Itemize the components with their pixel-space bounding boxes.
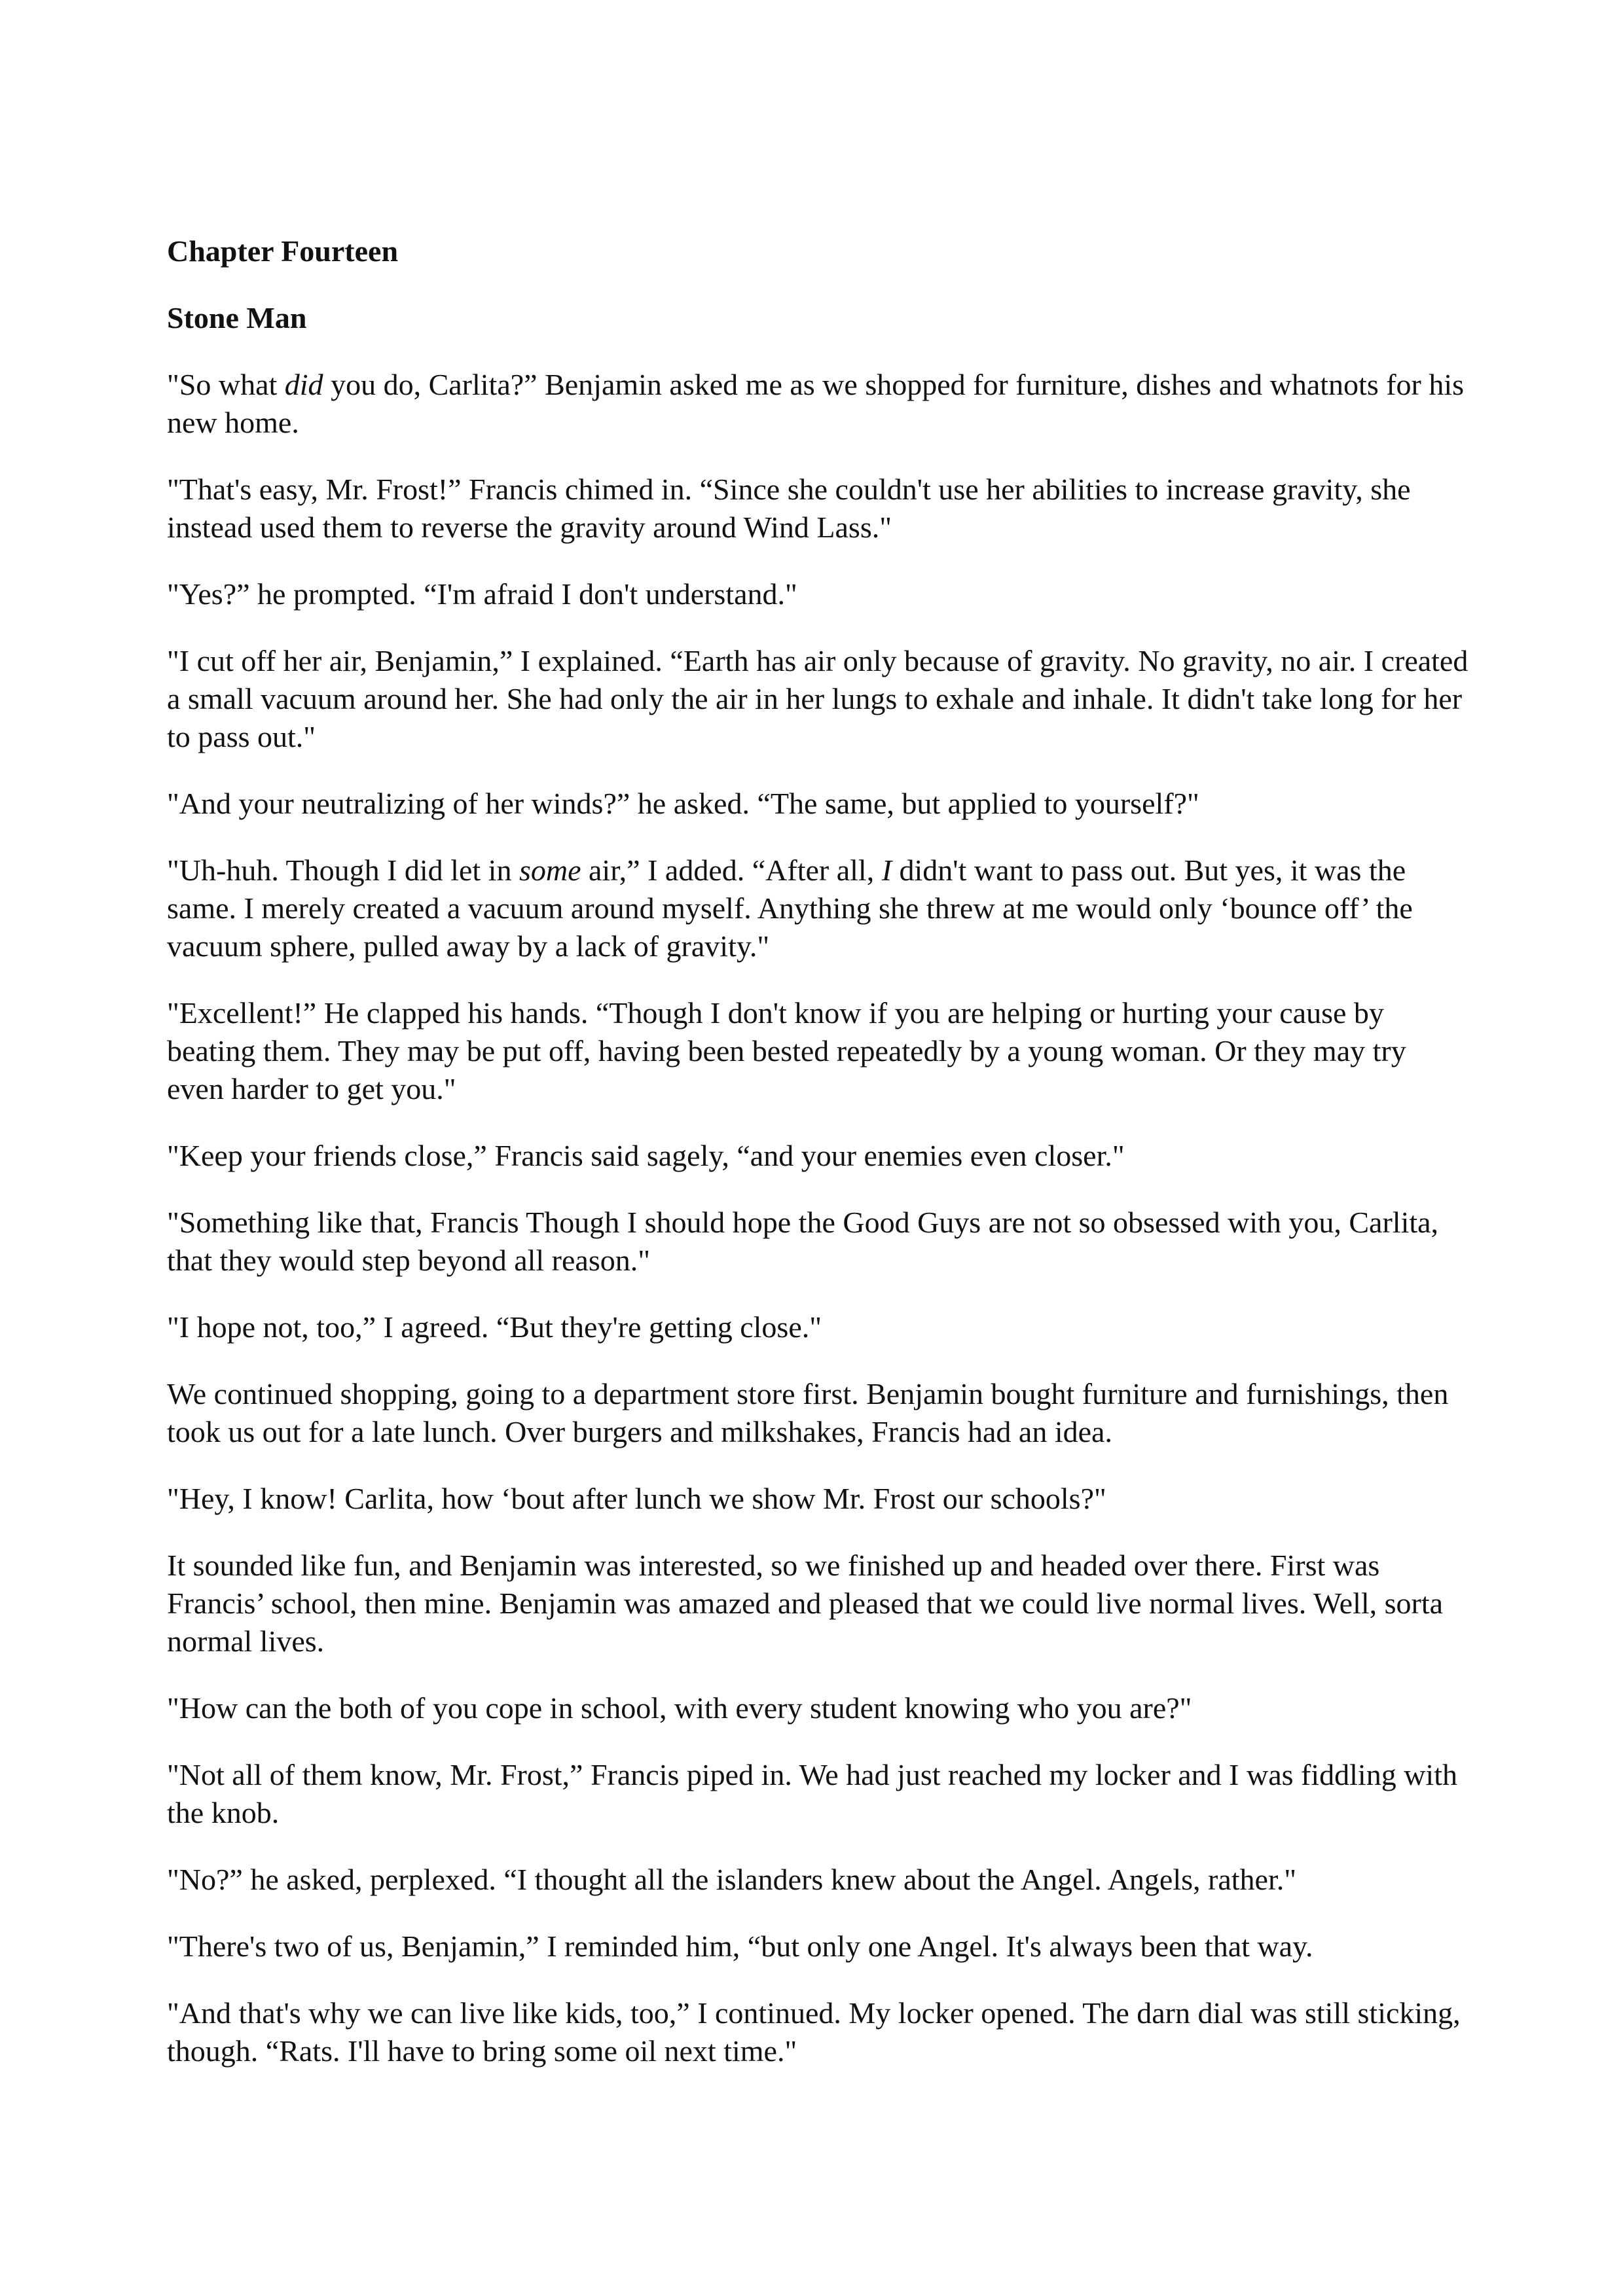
text-run: air,” I added. “After all, — [581, 853, 882, 887]
paragraph — [167, 1994, 1470, 2070]
chapter-title: Chapter Fourteen — [167, 234, 399, 268]
text-run: "I hope not, too,” I agreed. “But they're getting close." — [167, 1310, 822, 1344]
text-run: "Hey, I know! Carlita, how ‘bout after lunch we show Mr. Frost our schools?" — [167, 1482, 1106, 1515]
paragraph — [167, 1308, 1470, 1346]
text-run: "Uh-huh. Though I did let in — [167, 853, 519, 887]
text-run: "So what — [167, 368, 285, 401]
text-run: "There's two of us, Benjamin,” I reminded him, “but only one Angel. It's always been that way. — [167, 1929, 1313, 1963]
paragraph — [167, 1861, 1470, 1899]
text-run: "No?” he asked, perplexed. “I thought all the islanders knew about the Angel. Angels, rather." — [167, 1863, 1296, 1896]
paragraph — [167, 1756, 1470, 1832]
text-run: "Something like that, Francis Though I should hope the Good Guys are not so obsessed with you, Carlita, that they would step beyond all reason." — [167, 1206, 1439, 1277]
paragraph — [167, 1204, 1470, 1280]
paragraph — [167, 785, 1470, 823]
document-page — [167, 232, 1470, 2099]
paragraph — [167, 1480, 1470, 1518]
text-run: It sounded like fun, and Benjamin was interested, so we finished up and headed over there. First was Francis’ school, then mine. Benjamin was amazed and pleased that we could live normal lives. Well, sorta normal lives. — [167, 1549, 1444, 1658]
paragraph — [167, 642, 1470, 756]
paragraph — [167, 1689, 1470, 1727]
text-run: "And your neutralizing of her winds?” he asked. “The same, but applied to yourself?" — [167, 787, 1199, 820]
text-run: "How can the both of you cope in school, with every student knowing who you are?" — [167, 1691, 1192, 1725]
text-run: "I cut off her air, Benjamin,” I explained. “Earth has air only because of gravity. No gravity, no air. I created a small vacuum around her. She had only the air in her lungs to exhale and inhale. It didn't take long for her to pass out." — [167, 644, 1468, 753]
text-run: you do, Carlita?” Benjamin asked me as we shopped for furniture, dishes and whatnots for his new home. — [167, 368, 1465, 439]
paragraph — [167, 471, 1470, 547]
paragraph — [167, 575, 1470, 613]
text-run: "Not all of them know, Mr. Frost,” Francis piped in. We had just reached my locker and I was fiddling with the knob. — [167, 1758, 1457, 1829]
chapter-subtitle: Stone Man — [167, 301, 307, 334]
text-run: "That's easy, Mr. Frost!” Francis chimed in. “Since she couldn't use her abilities to increase gravity, she instead used them to reverse the gravity around Wind Lass." — [167, 473, 1411, 544]
italic-text: did — [284, 368, 323, 401]
text-run: "Excellent!” He clapped his hands. “Though I don't know if you are helping or hurting your cause by beating them. They may be put off, having been bested repeatedly by a young woman. Or they may try even harder to get you." — [167, 996, 1406, 1105]
text-run: We continued shopping, going to a department store first. Benjamin bought furniture and furnishings, then took us out for a late lunch. Over burgers and milkshakes, Francis had an idea. — [167, 1377, 1449, 1448]
paragraph — [167, 1928, 1470, 1965]
paragraph — [167, 366, 1470, 442]
text-run: "Keep your friends close,” Francis said sagely, “and your enemies even closer." — [167, 1139, 1125, 1172]
italic-text: some — [519, 853, 581, 887]
paragraph — [167, 1375, 1470, 1451]
text-run: "Yes?” he prompted. “I'm afraid I don't understand." — [167, 577, 797, 611]
body-text — [167, 366, 1470, 2070]
paragraph — [167, 852, 1470, 965]
paragraph — [167, 1547, 1470, 1660]
text-run: didn't want to pass out. But yes, it was the same. I merely created a vacuum around myself. Anything she threw at me would only ‘bounce off’ the vacuum sphere, pulled away by a lack of gravity." — [167, 853, 1413, 963]
paragraph — [167, 994, 1470, 1108]
paragraph — [167, 1137, 1470, 1175]
italic-text: I — [881, 853, 892, 887]
text-run: "And that's why we can live like kids, too,” I continued. My locker opened. The darn dial was still sticking, though. “Rats. I'll have to bring some oil next time." — [167, 1996, 1461, 2068]
